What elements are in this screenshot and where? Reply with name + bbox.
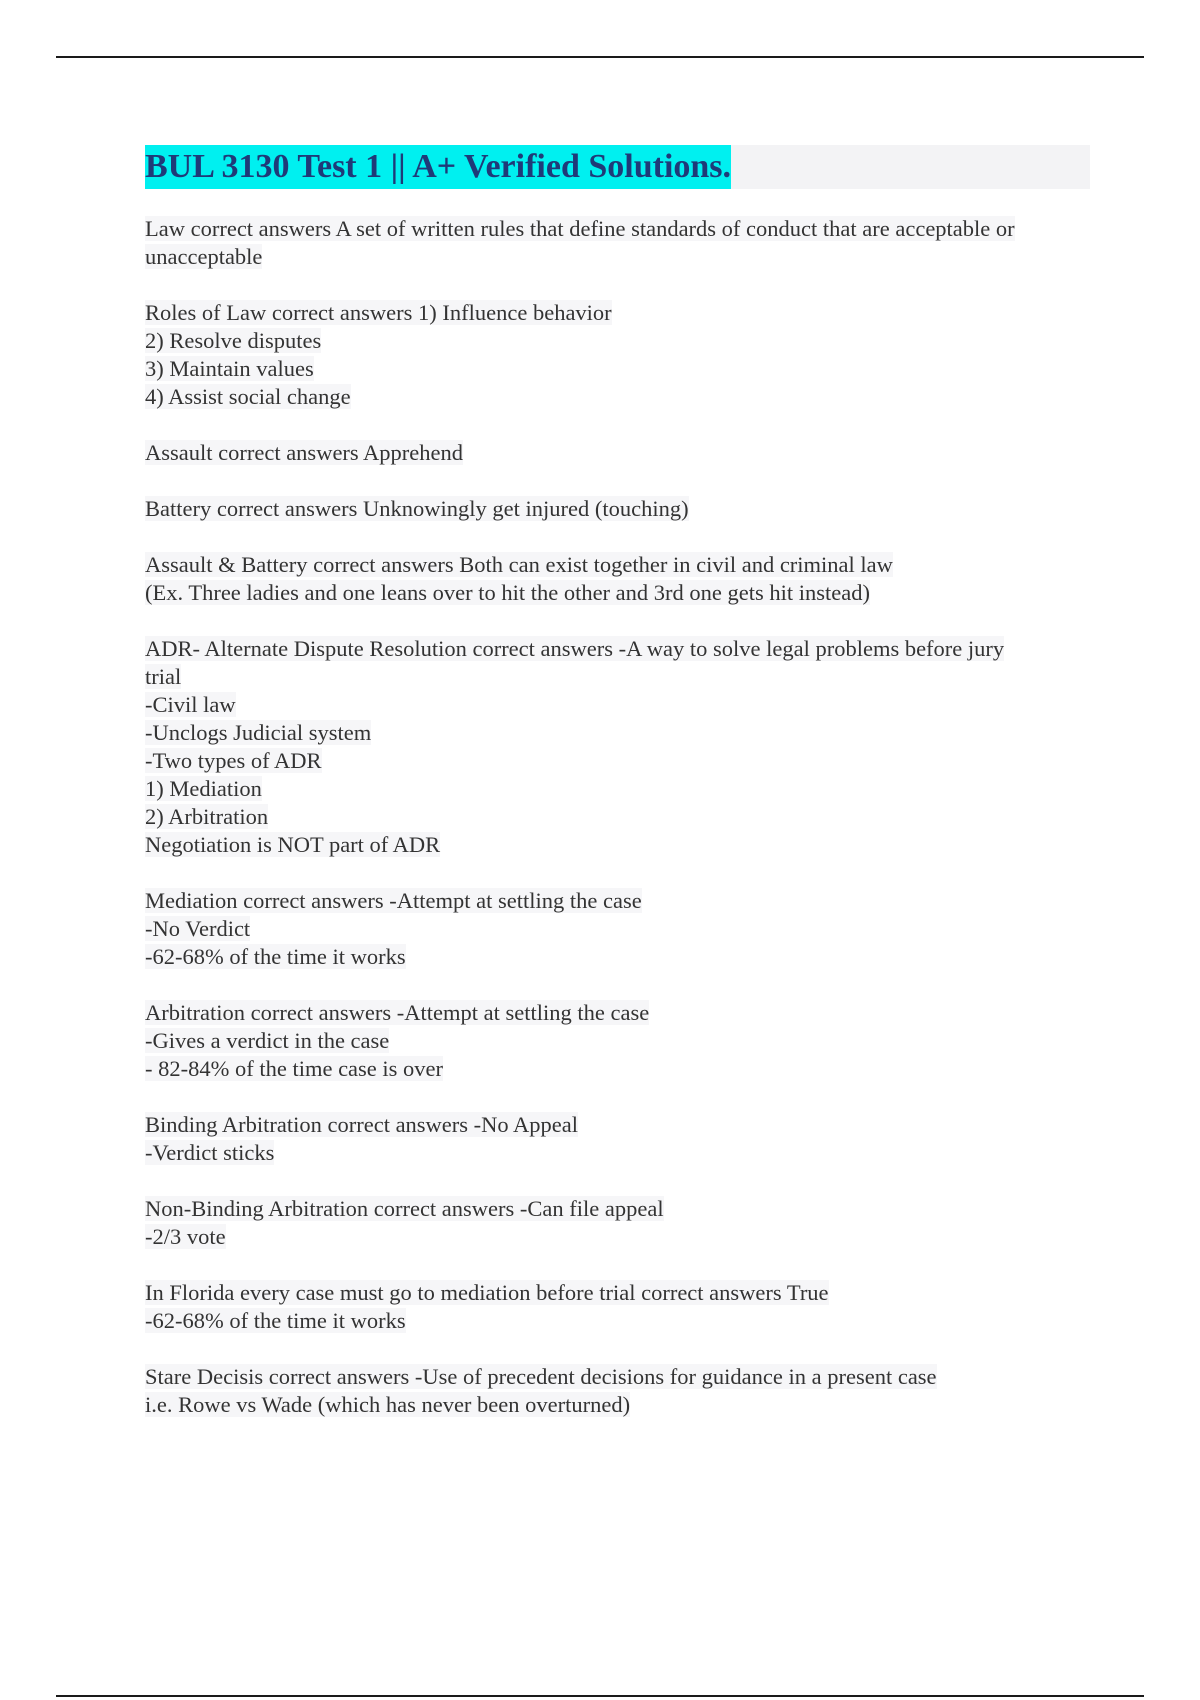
entry-line: -No Verdict: [145, 916, 251, 941]
qa-entry-stare-decisis: [145, 1363, 1090, 1419]
qa-entry-non-binding-arbitration: [145, 1195, 1090, 1251]
entry-line: Roles of Law correct answers 1) Influence behavior: [145, 300, 612, 325]
entry-line: Assault correct answers Apprehend: [145, 440, 464, 465]
qa-entry-roles-of-law: [145, 299, 1090, 411]
entry-line: -62-68% of the time it works: [145, 944, 406, 969]
entry-line: Assault & Battery correct answers Both can exist together in civil and criminal law: [145, 552, 893, 577]
entry-line: trial: [145, 664, 182, 689]
bottom-rule: [56, 1695, 1144, 1697]
entry-line: Arbitration correct answers -Attempt at settling the case: [145, 1000, 650, 1025]
entry-line: -Civil law: [145, 692, 236, 717]
entry-line: Stare Decisis correct answers -Use of precedent decisions for guidance in a present case: [145, 1364, 937, 1389]
qa-entry-battery: [145, 495, 1090, 523]
top-rule: [56, 56, 1144, 58]
entry-line: (Ex. Three ladies and one leans over to hit the other and 3rd one gets hit instead): [145, 580, 870, 605]
document-body: [145, 145, 1090, 1447]
qa-entry-assault-battery: [145, 551, 1090, 607]
entry-line: - 82-84% of the time case is over: [145, 1056, 444, 1081]
entry-line: -Gives a verdict in the case: [145, 1028, 390, 1053]
qa-entry-mediation: [145, 887, 1090, 971]
document-title: BUL 3130 Test 1 || A+ Verified Solutions.: [145, 145, 731, 189]
entry-line: Battery correct answers Unknowingly get injured (touching): [145, 496, 689, 521]
qa-entry-binding-arbitration: [145, 1111, 1090, 1167]
entry-line: unacceptable: [145, 244, 263, 269]
entry-line: In Florida every case must go to mediation before trial correct answers True: [145, 1280, 829, 1305]
entry-line: -Unclogs Judicial system: [145, 720, 372, 745]
qa-entry-florida-mediation: [145, 1279, 1090, 1335]
entry-line: -Verdict sticks: [145, 1140, 275, 1165]
entry-line: ADR- Alternate Dispute Resolution correct answers -A way to solve legal problems before jury: [145, 636, 1005, 661]
entry-line: -62-68% of the time it works: [145, 1308, 406, 1333]
entry-line: Law correct answers A set of written rules that define standards of conduct that are acceptable or: [145, 216, 1015, 241]
entry-line: Negotiation is NOT part of ADR: [145, 832, 441, 857]
entry-line: i.e. Rowe vs Wade (which has never been overturned): [145, 1392, 631, 1417]
qa-entry-arbitration: [145, 999, 1090, 1083]
entry-line: 2) Resolve disputes: [145, 328, 322, 353]
qa-entry-adr: [145, 635, 1090, 859]
entry-line: 2) Arbitration: [145, 804, 269, 829]
entry-line: Mediation correct answers -Attempt at settling the case: [145, 888, 642, 913]
entry-line: Binding Arbitration correct answers -No Appeal: [145, 1112, 579, 1137]
qa-entry-assault: [145, 439, 1090, 467]
entry-line: 4) Assist social change: [145, 384, 351, 409]
entry-line: -Two types of ADR: [145, 748, 322, 773]
qa-entry-law: [145, 215, 1090, 271]
entry-line: 3) Maintain values: [145, 356, 314, 381]
entry-line: Non-Binding Arbitration correct answers -Can file appeal: [145, 1196, 664, 1221]
entry-line: -2/3 vote: [145, 1224, 226, 1249]
title-row: [145, 145, 1090, 189]
entry-line: 1) Mediation: [145, 776, 262, 801]
